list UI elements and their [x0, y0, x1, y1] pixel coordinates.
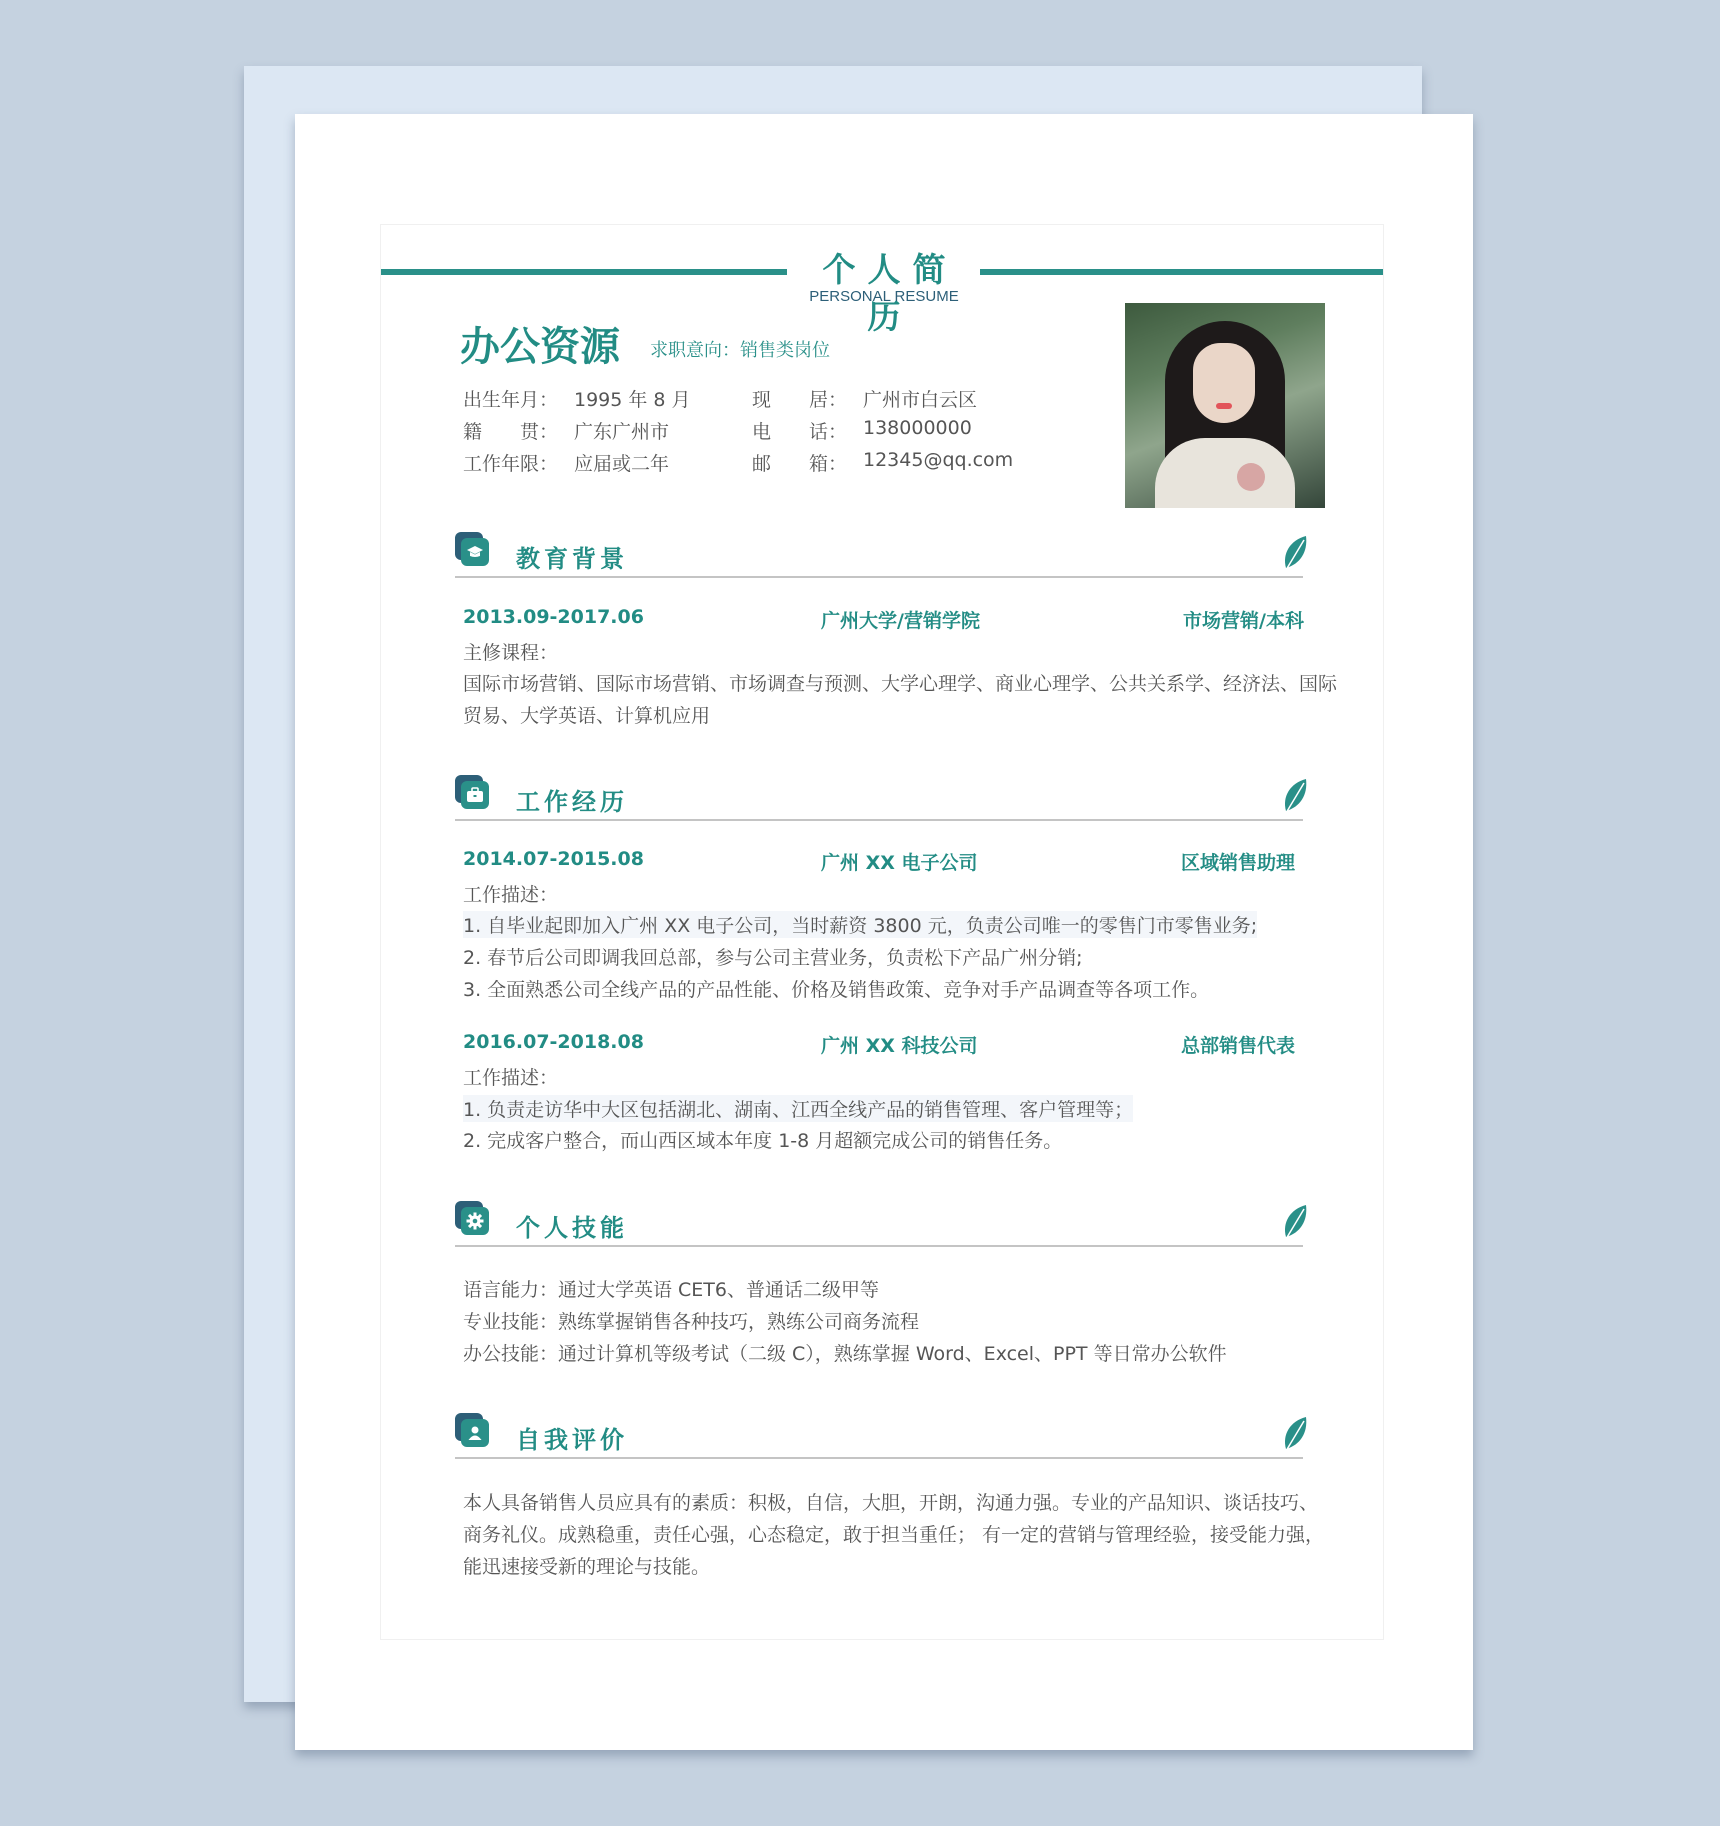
skills-section-title: 个人技能 — [516, 1214, 628, 1242]
education-period: 2013.09-2017.06 — [463, 606, 644, 628]
email-label: 邮 箱： — [752, 453, 848, 475]
skill-language: 语言能力：通过大学英语 CET6、普通话二级甲等 — [463, 1279, 880, 1301]
person-icon — [455, 1413, 489, 1447]
leaf-icon — [1280, 1415, 1310, 1455]
phone-value: 138000000 — [863, 417, 972, 439]
origin-value: 广东广州市 — [574, 421, 670, 443]
work-divider — [455, 819, 1303, 821]
title-rule-left — [381, 269, 787, 275]
graduation-cap-icon — [455, 532, 489, 566]
self-eval-line-3: 能迅速接受新的理论与技能。 — [463, 1556, 711, 1578]
job-2-item-1: 1. 负责走访华中大区包括湖北、湖南、江西全线产品的销售管理、客户管理等； — [463, 1095, 1133, 1122]
job-1-item-3: 3. 全面熟悉公司全线产品的产品性能、价格及销售政策、竞争对手产品调查等各项工作。 — [463, 979, 1210, 1001]
skills-divider — [455, 1245, 1303, 1247]
education-divider — [455, 576, 1303, 578]
courses-line-1: 国际市场营销、国际市场营销、市场调查与预测、大学心理学、商业心理学、公共关系学、经济法、国际 — [463, 673, 1338, 695]
residence-label: 现 居： — [752, 389, 848, 411]
job-2-period: 2016.07-2018.08 — [463, 1031, 644, 1053]
phone-label: 电 话： — [752, 421, 848, 443]
page-title: 个人简历 — [822, 250, 958, 336]
leaf-icon — [1280, 777, 1310, 817]
title-rule-right — [980, 269, 1383, 275]
skill-professional: 专业技能：熟练掌握销售各种技巧，熟练公司商务流程 — [463, 1311, 920, 1333]
self-eval-line-1: 本人具备销售人员应具有的素质：积极，自信，大胆，开朗，沟通力强。专业的产品知识、谈话技巧、 — [463, 1492, 1319, 1514]
job-2-company: 广州 XX 科技公司 — [821, 1035, 978, 1057]
job-1-item-1: 1. 自毕业起即加入广州 XX 电子公司，当时薪资 3800 元，负责公司唯一的零售门市零售业务; — [463, 911, 1257, 938]
years-value: 应届或二年 — [574, 453, 670, 475]
job-1-desc-label: 工作描述： — [463, 884, 559, 906]
page-subtitle: PERSONAL RESUME — [809, 288, 959, 305]
job-1-role: 区域销售助理 — [1181, 852, 1296, 874]
education-section-title: 教育背景 — [516, 545, 628, 573]
origin-label: 籍 贯： — [463, 421, 559, 443]
residence-value: 广州市白云区 — [863, 389, 978, 411]
leaf-icon — [1280, 1203, 1310, 1243]
education-major: 市场营销/本科 — [1183, 610, 1304, 632]
work-section-title: 工作经历 — [516, 788, 628, 816]
email-value: 12345@qq.com — [863, 449, 1014, 471]
courses-label: 主修课程： — [463, 642, 559, 664]
leaf-icon — [1280, 534, 1310, 574]
courses-line-2: 贸易、大学英语、计算机应用 — [463, 705, 711, 727]
gear-icon — [455, 1201, 489, 1235]
briefcase-icon — [455, 775, 489, 809]
years-label: 工作年限： — [463, 453, 559, 475]
self-eval-line-2: 商务礼仪。成熟稳重，责任心强，心态稳定，敢于担当重任； 有一定的营销与管理经验，接受能力强， — [463, 1524, 1325, 1546]
job-2-desc-label: 工作描述： — [463, 1067, 559, 1089]
job-2-item-2: 2. 完成客户整合，而山西区域本年度 1-8 月超额完成公司的销售任务。 — [463, 1130, 1063, 1152]
candidate-name: 办公资源 — [460, 324, 620, 370]
self-eval-divider — [455, 1457, 1303, 1459]
profile-photo — [1125, 303, 1325, 508]
job-1-period: 2014.07-2015.08 — [463, 848, 644, 870]
job-1-company: 广州 XX 电子公司 — [821, 852, 978, 874]
education-school: 广州大学/营销学院 — [821, 610, 980, 632]
self-eval-section-title: 自我评价 — [516, 1426, 628, 1454]
birth-label: 出生年月： — [463, 389, 559, 411]
skill-office: 办公技能：通过计算机等级考试（二级 C），熟练掌握 Word、Excel、PPT 等日常办公软件 — [463, 1343, 1227, 1365]
job-2-role: 总部销售代表 — [1181, 1035, 1296, 1057]
job-1-item-2: 2. 春节后公司即调我回总部，参与公司主营业务，负责松下产品广州分销; — [463, 947, 1083, 969]
birth-value: 1995 年 8 月 — [574, 389, 691, 411]
job-intent: 求职意向：销售类岗位 — [650, 340, 830, 361]
